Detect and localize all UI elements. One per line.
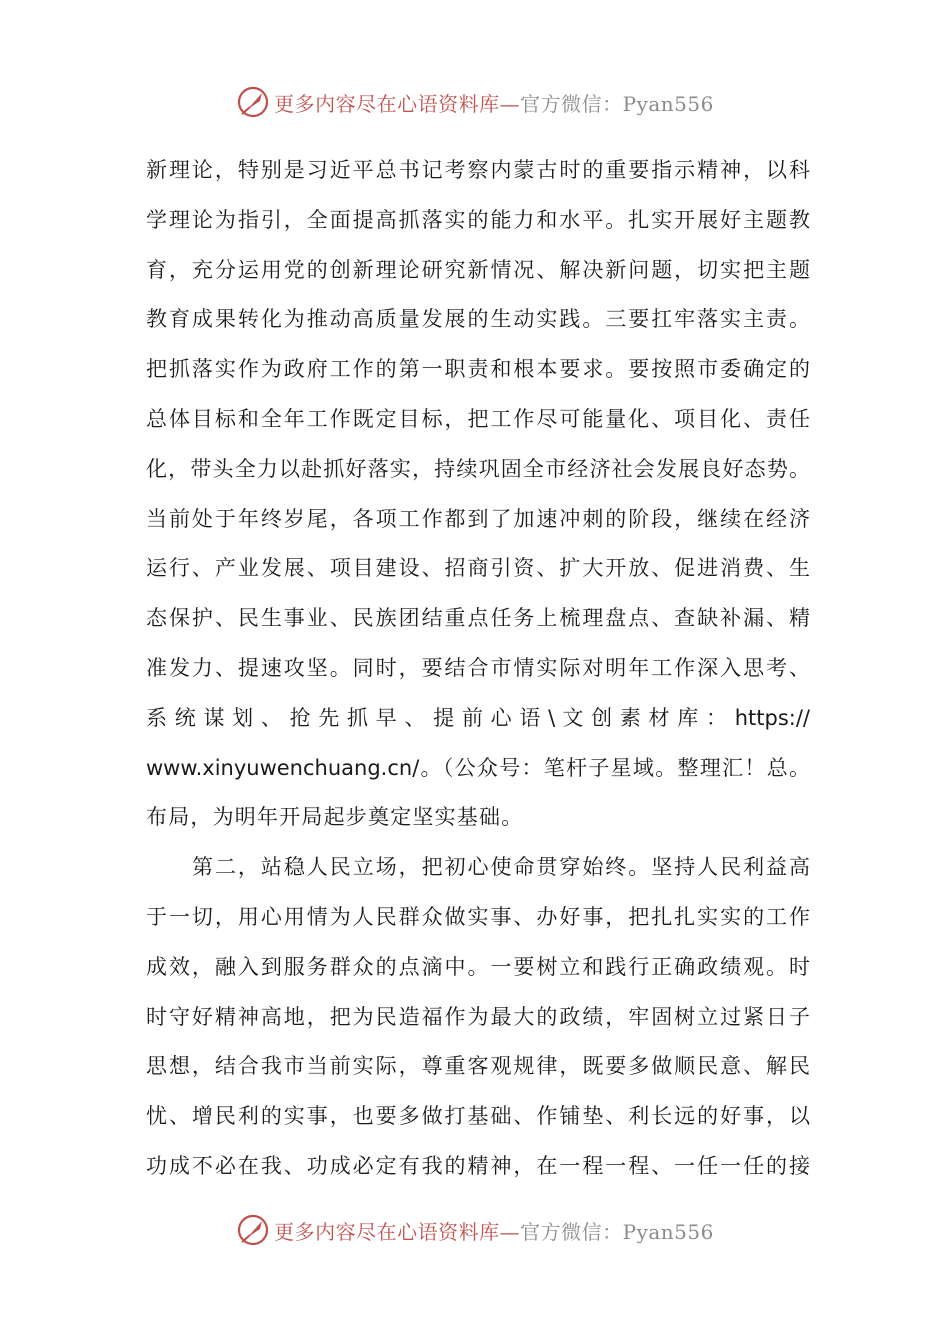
text-line: 把抓落实作为政府工作的第一职责和根本要求。要按照市委确定的 [146, 357, 810, 382]
quill-logo-icon [236, 85, 270, 119]
header-red-text: 更多内容尽在心语资料库— [274, 91, 521, 116]
footer-text [274, 1216, 714, 1245]
text-line: 态保护、民生事业、民族团结重点任务上梳理盘点、查缺补漏、精 [146, 606, 810, 631]
quill-logo-icon [236, 1213, 270, 1247]
text-line: 布局，为明年开局起步奠定坚实基础。 [146, 805, 524, 830]
text-line: 总体目标和全年工作既定目标，把工作尽可能量化、项目化、责任 [146, 406, 810, 431]
header-banner [0, 82, 950, 122]
paragraph-first-line: 第二，站稳人民立场，把初心使命贯穿始终。坚持人民利益高 [192, 855, 810, 880]
text-line: 成效，融入到服务群众的点滴中。一要树立和践行正确政绩观。时 [146, 954, 810, 979]
header-grey-text: 官方微信：Pyan556 [520, 91, 714, 116]
text-line: 思想，结合我市当前实际，尊重客观规律，既要多做顺民意、解民 [146, 1054, 810, 1079]
footer-grey-text: 官方微信：Pyan556 [520, 1219, 714, 1244]
text-line: 时守好精神高地，把为民造福作为最大的政绩，牢固树立过紧日子 [146, 1004, 810, 1029]
text-line: 学理论为指引，全面提高抓落实的能力和水平。扎实开展好主题教 [146, 207, 810, 232]
text-line: 忧、增民利的实事，也要多做打基础、作铺垫、利长远的好事，以 [146, 1104, 810, 1129]
footer-red-text: 更多内容尽在心语资料库— [274, 1219, 521, 1244]
text-line: www.xinyuwenchuang.cn/。（公众号：笔杆子星域。整理汇！总。 [146, 755, 810, 780]
text-line: 化，带头全力以赴抓好落实，持续巩固全市经济社会发展良好态势。 [146, 456, 810, 481]
text-line: 当前处于年终岁尾，各项工作都到了加速冲刺的阶段，继续在经济 [146, 506, 810, 531]
text-line: 准发力、提速攻坚。同时，要结合市情实际对明年工作深入思考、 [146, 655, 810, 680]
header-text [274, 88, 714, 117]
text-line: 新理论，特别是习近平总书记考察内蒙古时的重要指示精神，以科 [146, 158, 810, 182]
footer-banner [0, 1210, 950, 1250]
document-body [146, 146, 810, 1192]
text-line: 系 统 谋 划 、 抢 先 抓 早 、 提 前 心 语 \ 文 创 素 材 库 ： https:// [146, 705, 810, 730]
text-line: 功成不必在我、功成必定有我的精神，在一程一程、一任一任的接 [146, 1153, 810, 1178]
text-line: 教育成果转化为推动高质量发展的生动实践。三要扛牢落实主责。 [146, 307, 810, 332]
text-line: 育，充分运用党的创新理论研究新情况、解决新问题，切实把主题 [146, 257, 810, 282]
text-line: 运行、产业发展、项目建设、招商引资、扩大开放、促进消费、生 [146, 556, 810, 581]
text-line: 于一切，用心用情为人民群众做实事、办好事，把扎扎实实的工作 [146, 904, 810, 929]
